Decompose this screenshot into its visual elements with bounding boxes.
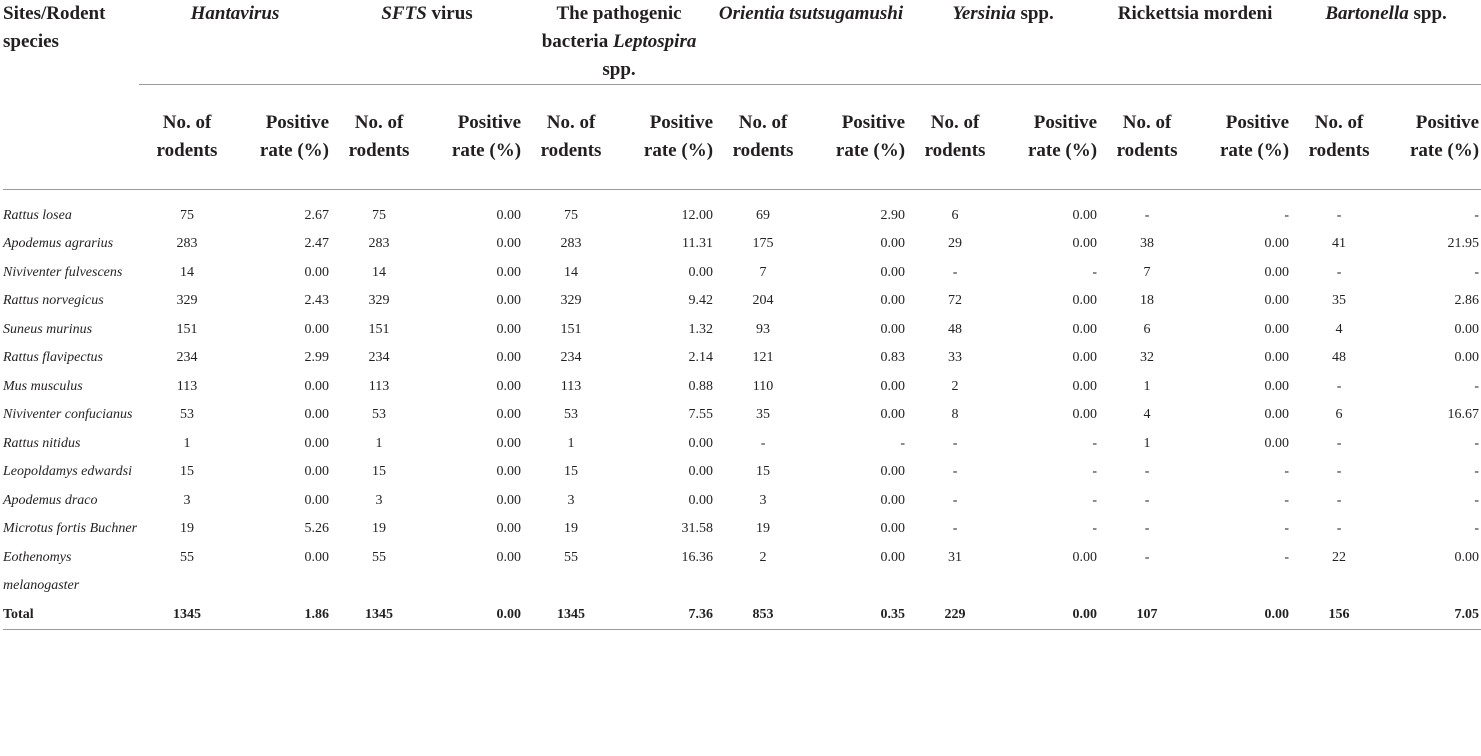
rate-cell-hantavirus: 1.86: [235, 601, 331, 630]
count-cell-orientia: 69: [756, 207, 771, 223]
rate-cell-rickettsia: 0.00: [1264, 293, 1290, 308]
count-cell-bartonella: 156: [1291, 601, 1387, 630]
count-cell-orientia: 204: [752, 293, 774, 308]
rate-cell-leptospira: 7.36: [619, 601, 715, 630]
count-cell-sfts: 113: [368, 378, 390, 394]
rate-cell-yersinia: 0.00: [1072, 207, 1098, 223]
rate-cell-orientia: -: [900, 435, 906, 451]
count-cell-sfts: 15: [372, 464, 387, 479]
species-name: Leopoldamys edwardsi: [3, 464, 132, 479]
rate-cell-sfts: 0.00: [496, 378, 522, 394]
species-name: Apodemus agrarius: [3, 236, 114, 251]
table-row: [3, 430, 1481, 459]
count-cell-yersinia: 29: [948, 236, 963, 251]
group-header-orientia: Orientia tsutsugamushi: [715, 0, 907, 85]
count-cell-hantavirus: 55: [180, 549, 194, 565]
rate-cell-yersinia: 0.00: [1072, 549, 1098, 565]
species-name: Microtus fortis Buchner: [3, 521, 138, 536]
count-cell-rickettsia: 6: [1143, 321, 1151, 337]
rate-cell-yersinia: 0.00: [1072, 293, 1098, 308]
table-row: [3, 344, 1481, 373]
group-header-rickettsia: Rickettsia mordeni: [1099, 0, 1291, 85]
count-cell-orientia: 35: [756, 407, 771, 422]
rate-cell-leptospira: 11.31: [682, 236, 714, 251]
count-cell-yersinia: 31: [948, 549, 963, 565]
count-cell-yersinia: -: [952, 492, 958, 508]
species-name: Niviventer confucianus: [3, 407, 133, 422]
rate-cell-yersinia: 0.00: [1072, 321, 1098, 337]
count-cell-leptospira: 329: [560, 293, 582, 308]
rate-cell-rickettsia: -: [1284, 521, 1290, 536]
count-cell-orientia: 110: [752, 378, 774, 394]
count-cell-leptospira: 14: [564, 264, 579, 280]
rate-cell-yersinia: -: [1092, 521, 1098, 536]
rate-cell-hantavirus: 0.00: [304, 492, 330, 508]
count-cell-hantavirus: 15: [180, 464, 194, 479]
count-cell-hantavirus: 151: [176, 321, 198, 337]
rate-cell-sfts: 0.00: [496, 350, 522, 365]
rate-cell-hantavirus: 0.00: [304, 321, 330, 337]
count-cell-bartonella: -: [1336, 378, 1342, 394]
rate-cell-bartonella: 0.00: [1454, 321, 1480, 337]
rate-cell-orientia: 0.00: [880, 549, 906, 565]
rate-cell-sfts: 0.00: [496, 407, 522, 422]
rate-cell-orientia: 2.90: [880, 207, 906, 223]
count-cell-hantavirus: 234: [176, 350, 198, 365]
species-name: Apodemus draco: [3, 492, 98, 508]
group-header-sfts: SFTS virus: [331, 0, 523, 85]
rate-cell-rickettsia: -: [1284, 549, 1290, 565]
count-cell-rickettsia: -: [1144, 492, 1150, 508]
rate-cell-sfts: 0.00: [496, 464, 522, 479]
rate-cell-bartonella: 16.67: [1447, 407, 1480, 422]
count-cell-sfts: 53: [372, 407, 387, 422]
count-cell-rickettsia: 4: [1143, 407, 1151, 422]
count-cell-bartonella: -: [1336, 464, 1342, 479]
table-body: [3, 190, 1481, 630]
table-row: [3, 544, 1481, 601]
rate-cell-hantavirus: 0.00: [304, 549, 330, 565]
rate-cell-rickettsia: -: [1284, 464, 1290, 479]
table-row: [3, 316, 1481, 345]
rate-cell-hantavirus: 2.47: [304, 236, 330, 251]
table-row: [3, 259, 1481, 288]
rate-cell-leptospira: 9.42: [688, 293, 714, 308]
table-row: [3, 287, 1481, 316]
count-cell-orientia: 93: [756, 321, 771, 337]
rate-cell-leptospira: 0.00: [688, 435, 714, 451]
count-cell-sfts: 3: [375, 492, 383, 508]
rate-cell-yersinia: -: [1092, 264, 1098, 280]
count-cell-bartonella: -: [1336, 207, 1342, 223]
count-cell-orientia: 2: [759, 549, 767, 565]
table-row: [3, 487, 1481, 516]
count-cell-bartonella: 6: [1335, 407, 1343, 422]
rate-cell-rickettsia: 0.00: [1264, 321, 1290, 337]
count-cell-rickettsia: 38: [1140, 236, 1155, 251]
rate-cell-bartonella: 0.00: [1454, 350, 1480, 365]
count-cell-rickettsia: 18: [1140, 293, 1155, 308]
rate-cell-leptospira: 12.00: [681, 207, 714, 223]
sub-header-rate-yersinia: Positive rate (%): [1003, 85, 1099, 190]
total-row: [3, 601, 1481, 630]
rate-cell-bartonella: -: [1474, 521, 1480, 536]
rate-cell-sfts: 0.00: [496, 264, 522, 280]
rate-cell-sfts: 0.00: [496, 293, 522, 308]
count-cell-rickettsia: 1: [1143, 378, 1151, 394]
count-cell-bartonella: 35: [1332, 293, 1347, 308]
count-cell-leptospira: 1: [567, 435, 575, 451]
count-cell-leptospira: 53: [564, 407, 579, 422]
sub-header-rate-sfts: Positive rate (%): [427, 85, 523, 190]
rate-cell-yersinia: 0.00: [1003, 601, 1099, 630]
count-cell-hantavirus: 1345: [139, 601, 235, 630]
count-cell-bartonella: -: [1336, 521, 1342, 536]
rate-cell-sfts: 0.00: [496, 207, 522, 223]
count-cell-yersinia: 229: [907, 601, 1003, 630]
rate-cell-rickettsia: -: [1284, 207, 1290, 223]
rate-cell-yersinia: -: [1092, 435, 1098, 451]
table-row: [3, 230, 1481, 259]
rate-cell-leptospira: 0.00: [688, 464, 714, 479]
count-cell-leptospira: 19: [564, 521, 579, 536]
count-cell-orientia: 15: [756, 464, 771, 479]
table-row: [3, 401, 1481, 430]
rate-cell-orientia: 0.00: [880, 378, 906, 394]
count-cell-bartonella: -: [1336, 264, 1342, 280]
sub-header-count-hantavirus: No. of rodents: [139, 85, 235, 190]
rate-cell-hantavirus: 0.00: [304, 464, 330, 479]
count-cell-rickettsia: -: [1144, 207, 1150, 223]
rate-cell-bartonella: 21.95: [1447, 236, 1480, 251]
rate-cell-yersinia: 0.00: [1072, 378, 1098, 394]
rate-cell-orientia: 0.00: [880, 236, 906, 251]
total-label: Total: [3, 601, 139, 630]
rate-cell-rickettsia: 0.00: [1264, 435, 1290, 451]
count-cell-sfts: 1: [375, 435, 383, 451]
rate-cell-rickettsia: -: [1284, 492, 1290, 508]
count-cell-yersinia: -: [952, 464, 958, 479]
count-cell-orientia: -: [760, 435, 766, 451]
count-cell-orientia: 121: [752, 350, 774, 365]
rate-cell-bartonella: -: [1474, 207, 1480, 223]
count-cell-leptospira: 113: [560, 378, 582, 394]
rate-cell-rickettsia: 0.00: [1264, 350, 1290, 365]
rate-cell-orientia: 0.00: [880, 407, 906, 422]
count-cell-hantavirus: 14: [180, 264, 194, 280]
rate-cell-orientia: 0.35: [811, 601, 907, 630]
rate-cell-leptospira: 1.32: [688, 321, 714, 337]
rate-cell-hantavirus: 2.99: [304, 350, 330, 365]
count-cell-hantavirus: 3: [183, 492, 191, 508]
count-cell-hantavirus: 283: [176, 236, 198, 251]
count-cell-orientia: 175: [752, 236, 774, 251]
rate-cell-bartonella: -: [1474, 264, 1480, 280]
count-cell-sfts: 75: [372, 207, 387, 223]
count-cell-leptospira: 283: [560, 236, 582, 251]
rate-cell-bartonella: -: [1474, 435, 1480, 451]
rate-cell-sfts: 0.00: [427, 601, 523, 630]
rate-cell-bartonella: 0.00: [1454, 549, 1480, 565]
rate-cell-hantavirus: 2.67: [304, 207, 330, 223]
rate-cell-bartonella: -: [1474, 492, 1480, 508]
group-header-bartonella: Bartonella spp.: [1291, 0, 1481, 85]
count-cell-rickettsia: -: [1144, 549, 1150, 565]
count-cell-rickettsia: -: [1144, 464, 1150, 479]
count-cell-yersinia: 33: [948, 350, 963, 365]
rate-cell-leptospira: 7.55: [688, 407, 714, 422]
rate-cell-sfts: 0.00: [496, 321, 522, 337]
rate-cell-orientia: 0.00: [880, 264, 906, 280]
rate-cell-bartonella: 2.86: [1454, 293, 1480, 308]
count-cell-leptospira: 151: [560, 321, 582, 337]
rate-cell-bartonella: -: [1474, 378, 1480, 394]
count-cell-yersinia: 8: [951, 407, 959, 422]
rate-cell-orientia: 0.00: [880, 464, 906, 479]
rate-cell-hantavirus: 0.00: [304, 435, 330, 451]
corner-label: Sites/Rodent species: [3, 3, 106, 52]
count-cell-sfts: 329: [368, 293, 390, 308]
rate-cell-rickettsia: 0.00: [1264, 236, 1290, 251]
rate-cell-hantavirus: 2.43: [304, 293, 330, 308]
count-cell-rickettsia: 7: [1143, 264, 1151, 280]
count-cell-sfts: 151: [368, 321, 390, 337]
rate-cell-yersinia: -: [1092, 464, 1098, 479]
rate-cell-sfts: 0.00: [496, 236, 522, 251]
rate-cell-yersinia: 0.00: [1072, 350, 1098, 365]
rate-cell-hantavirus: 0.00: [304, 264, 330, 280]
rate-cell-orientia: 0.00: [880, 321, 906, 337]
group-header-leptospira: The pathogenic bacteria Leptospira spp.: [523, 0, 715, 85]
sub-header-count-bartonella: No. of rodents: [1291, 85, 1387, 190]
count-cell-leptospira: 55: [564, 549, 579, 565]
count-cell-yersinia: -: [952, 264, 958, 280]
count-cell-sfts: 19: [372, 521, 387, 536]
count-cell-hantavirus: 329: [176, 293, 198, 308]
count-cell-rickettsia: 107: [1099, 601, 1195, 630]
sub-header-count-yersinia: No. of rodents: [907, 85, 1003, 190]
rate-cell-leptospira: 0.00: [688, 492, 714, 508]
group-header-hantavirus: Hantavirus: [139, 0, 331, 85]
count-cell-bartonella: -: [1336, 492, 1342, 508]
sub-header-count-rickettsia: No. of rodents: [1099, 85, 1195, 190]
count-cell-bartonella: 22: [1332, 549, 1347, 565]
rate-cell-orientia: 0.00: [880, 293, 906, 308]
rate-cell-sfts: 0.00: [496, 435, 522, 451]
count-cell-yersinia: 48: [948, 321, 963, 337]
species-name: Rattus nitidus: [3, 435, 81, 451]
spacer-row: [3, 190, 1481, 202]
count-cell-leptospira: 75: [564, 207, 579, 223]
sub-header-count-leptospira: No. of rodents: [523, 85, 619, 190]
group-header-row: [3, 0, 1481, 85]
species-name: Niviventer fulvescens: [3, 264, 123, 280]
count-cell-bartonella: 4: [1335, 321, 1343, 337]
count-cell-yersinia: -: [952, 521, 958, 536]
table-row: [3, 202, 1481, 231]
rate-cell-orientia: 0.00: [880, 521, 906, 536]
count-cell-rickettsia: 32: [1140, 350, 1155, 365]
sub-header-rate-leptospira: Positive rate (%): [619, 85, 715, 190]
table-row: [3, 515, 1481, 544]
count-cell-sfts: 55: [372, 549, 387, 565]
species-name: Mus musculus: [3, 378, 83, 394]
count-cell-leptospira: 1345: [523, 601, 619, 630]
count-cell-sfts: 234: [368, 350, 390, 365]
sub-header-blank: [3, 85, 139, 190]
table-row: [3, 458, 1481, 487]
rate-cell-leptospira: 2.14: [688, 350, 714, 365]
species-name: Rattus norvegicus: [3, 293, 104, 308]
group-header-yersinia: Yersinia spp.: [907, 0, 1099, 85]
rodent-pathogen-table: [3, 0, 1481, 630]
rate-cell-hantavirus: 5.26: [304, 521, 330, 536]
rate-cell-hantavirus: 0.00: [304, 407, 330, 422]
count-cell-orientia: 853: [715, 601, 811, 630]
count-cell-bartonella: 48: [1332, 350, 1347, 365]
count-cell-hantavirus: 53: [180, 407, 194, 422]
count-cell-rickettsia: -: [1144, 521, 1150, 536]
sub-header-count-orientia: No. of rodents: [715, 85, 811, 190]
count-cell-orientia: 7: [759, 264, 767, 280]
count-cell-hantavirus: 113: [176, 378, 198, 394]
count-cell-orientia: 3: [759, 492, 767, 508]
table-row: [3, 373, 1481, 402]
rate-cell-yersinia: 0.00: [1072, 407, 1098, 422]
rate-cell-yersinia: 0.00: [1072, 236, 1098, 251]
sub-header-row: [3, 85, 1481, 190]
count-cell-yersinia: 2: [951, 378, 959, 394]
count-cell-sfts: 1345: [331, 601, 427, 630]
sub-header-rate-hantavirus: Positive rate (%): [235, 85, 331, 190]
count-cell-leptospira: 234: [560, 350, 582, 365]
species-name: Rattus losea: [3, 207, 72, 223]
rate-cell-orientia: 0.00: [880, 492, 906, 508]
count-cell-yersinia: 6: [951, 207, 959, 223]
rate-cell-sfts: 0.00: [496, 521, 522, 536]
species-name: Rattus flavipectus: [3, 350, 103, 365]
rate-cell-leptospira: 0.00: [688, 264, 714, 280]
count-cell-sfts: 283: [368, 236, 390, 251]
count-cell-hantavirus: 19: [180, 521, 194, 536]
rate-cell-hantavirus: 0.00: [304, 378, 330, 394]
count-cell-yersinia: 72: [948, 293, 963, 308]
count-cell-bartonella: -: [1336, 435, 1342, 451]
sub-header-rate-bartonella: Positive rate (%): [1387, 85, 1481, 190]
count-cell-orientia: 19: [756, 521, 771, 536]
species-name: Suneus murinus: [3, 321, 93, 337]
rate-cell-bartonella: 7.05: [1387, 601, 1481, 630]
sub-header-rate-orientia: Positive rate (%): [811, 85, 907, 190]
rate-cell-rickettsia: 0.00: [1264, 264, 1290, 280]
rate-cell-sfts: 0.00: [496, 492, 522, 508]
count-cell-yersinia: -: [952, 435, 958, 451]
rate-cell-leptospira: 16.36: [681, 549, 714, 565]
rate-cell-yersinia: -: [1092, 492, 1098, 508]
rate-cell-leptospira: 0.88: [688, 378, 714, 394]
rate-cell-rickettsia: 0.00: [1264, 378, 1290, 394]
sub-header-rate-rickettsia: Positive rate (%): [1195, 85, 1291, 190]
count-cell-hantavirus: 1: [183, 435, 191, 451]
count-cell-leptospira: 15: [564, 464, 579, 479]
count-cell-rickettsia: 1: [1143, 435, 1151, 451]
rate-cell-leptospira: 31.58: [681, 521, 714, 536]
count-cell-sfts: 14: [372, 264, 387, 280]
rate-cell-orientia: 0.83: [880, 350, 906, 365]
species-name: Eothenomys melanogaster: [3, 549, 80, 593]
count-cell-bartonella: 41: [1332, 236, 1347, 251]
rate-cell-rickettsia: 0.00: [1264, 407, 1290, 422]
sub-header-count-sfts: No. of rodents: [331, 85, 427, 190]
rate-cell-rickettsia: 0.00: [1195, 601, 1291, 630]
rate-cell-sfts: 0.00: [496, 549, 522, 565]
count-cell-hantavirus: 75: [180, 207, 194, 223]
rate-cell-bartonella: -: [1474, 464, 1480, 479]
count-cell-leptospira: 3: [567, 492, 575, 508]
